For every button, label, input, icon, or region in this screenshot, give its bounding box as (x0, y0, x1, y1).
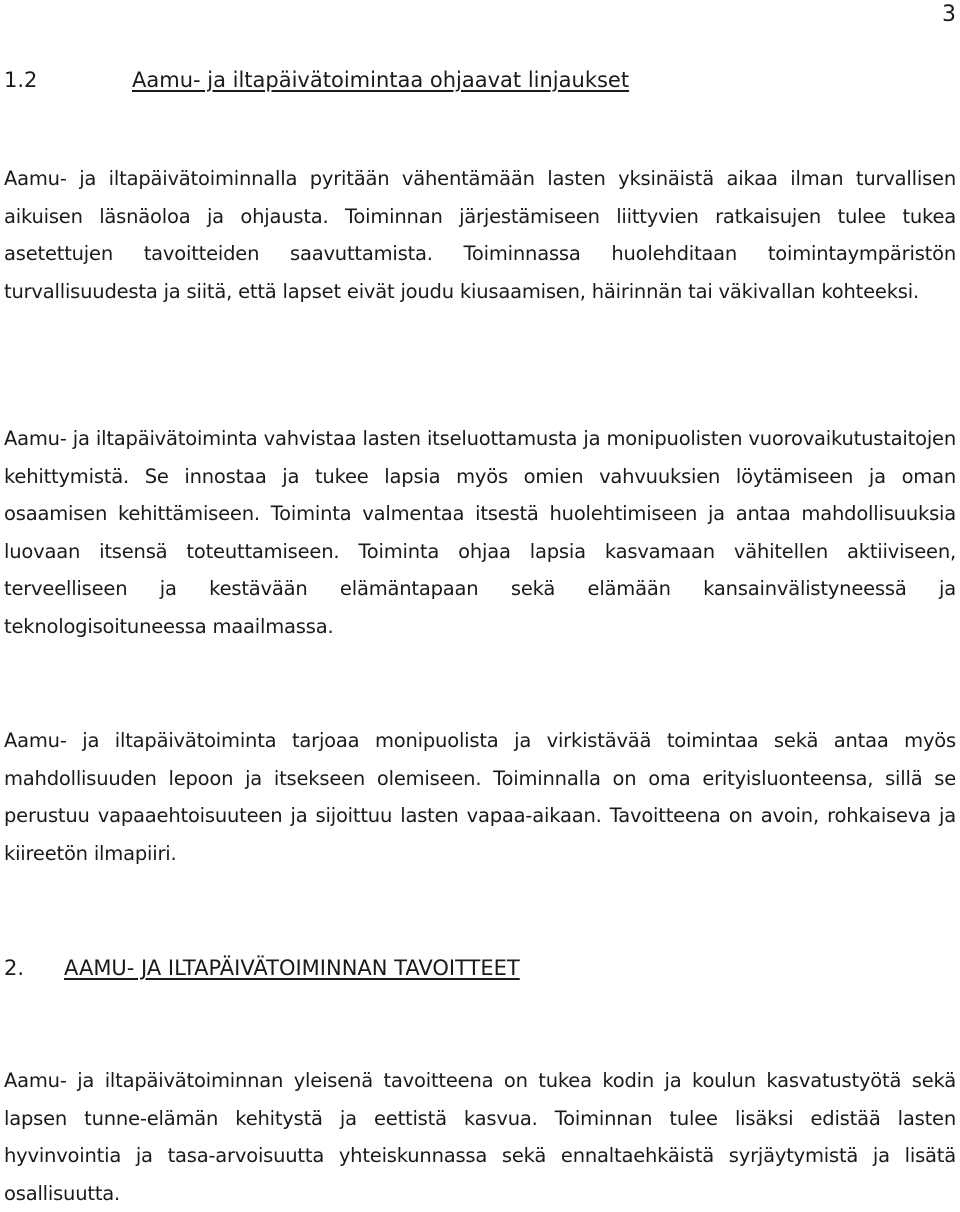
section-title: Aamu- ja iltapäivätoimintaa ohjaavat linjaukset (132, 68, 630, 92)
page-number: 3 (942, 2, 956, 27)
section-title: AAMU- JA ILTAPÄIVÄTOIMINNAN TAVOITTEET (64, 956, 520, 980)
body-paragraph: Aamu- ja iltapäivätoiminta vahvistaa lasten itseluottamusta ja monipuolisten vuorovaikutustaitojen kehittymistä. Se innostaa ja tukee lapsia myös omien vahvuuksien löytämiseen ja oman osaamisen kehittämiseen. Toiminta valmentaa itsestä huolehtimiseen ja antaa mahdollisuuksia luovaan itsensä toteuttamiseen. Toiminta ohjaa lapsia kasvamaan vähitellen aktiiviseen, terveelliseen ja kestävään elämäntapaan sekä elämään kansainvälistyneessä ja teknologisoituneessa maailmassa. (4, 427, 956, 638)
section-heading-2 (4, 954, 520, 982)
body-paragraph: Aamu- ja iltapäivätoiminta tarjoaa monipuolista ja virkistävää toimintaa sekä antaa myös mahdollisuuden lepoon ja itsekseen olemiseen. Toiminnalla on oma erityisluonteensa, sillä se perustuu vapaaehtoisuuteen ja sijoittuu lasten vapaa-aikaan. Tavoitteena on avoin, rohkaiseva ja kiireetön ilmapiiri. (4, 729, 956, 865)
section-number: 1.2 (4, 68, 38, 92)
section-number: 2. (4, 956, 25, 980)
body-paragraph: Aamu- ja iltapäivätoiminnalla pyritään vähentämään lasten yksinäistä aikaa ilman turvallisen aikuisen läsnäoloa ja ohjausta. Toiminnan järjestämiseen liittyvien ratkaisujen tulee tukea asetettujen tavoitteiden saavuttamista. Toiminnassa huolehditaan toimintaympäristön turvallisuudesta ja siitä, että lapset eivät joudu kiusaamisen, häirinnän tai väkivallan kohteeksi. (4, 167, 956, 303)
body-paragraph: Aamu- ja iltapäivätoiminnan yleisenä tavoitteena on tukea kodin ja koulun kasvatustyötä sekä lapsen tunne-elämän kehitystä ja eettistä kasvua. Toiminnan tulee lisäksi edistää lasten hyvinvointia ja tasa-arvoisuutta yhteiskunnassa sekä ennaltaehkäistä syrjäytymistä ja lisätä osallisuutta. (4, 1069, 956, 1205)
section-heading-1-2 (4, 66, 629, 94)
